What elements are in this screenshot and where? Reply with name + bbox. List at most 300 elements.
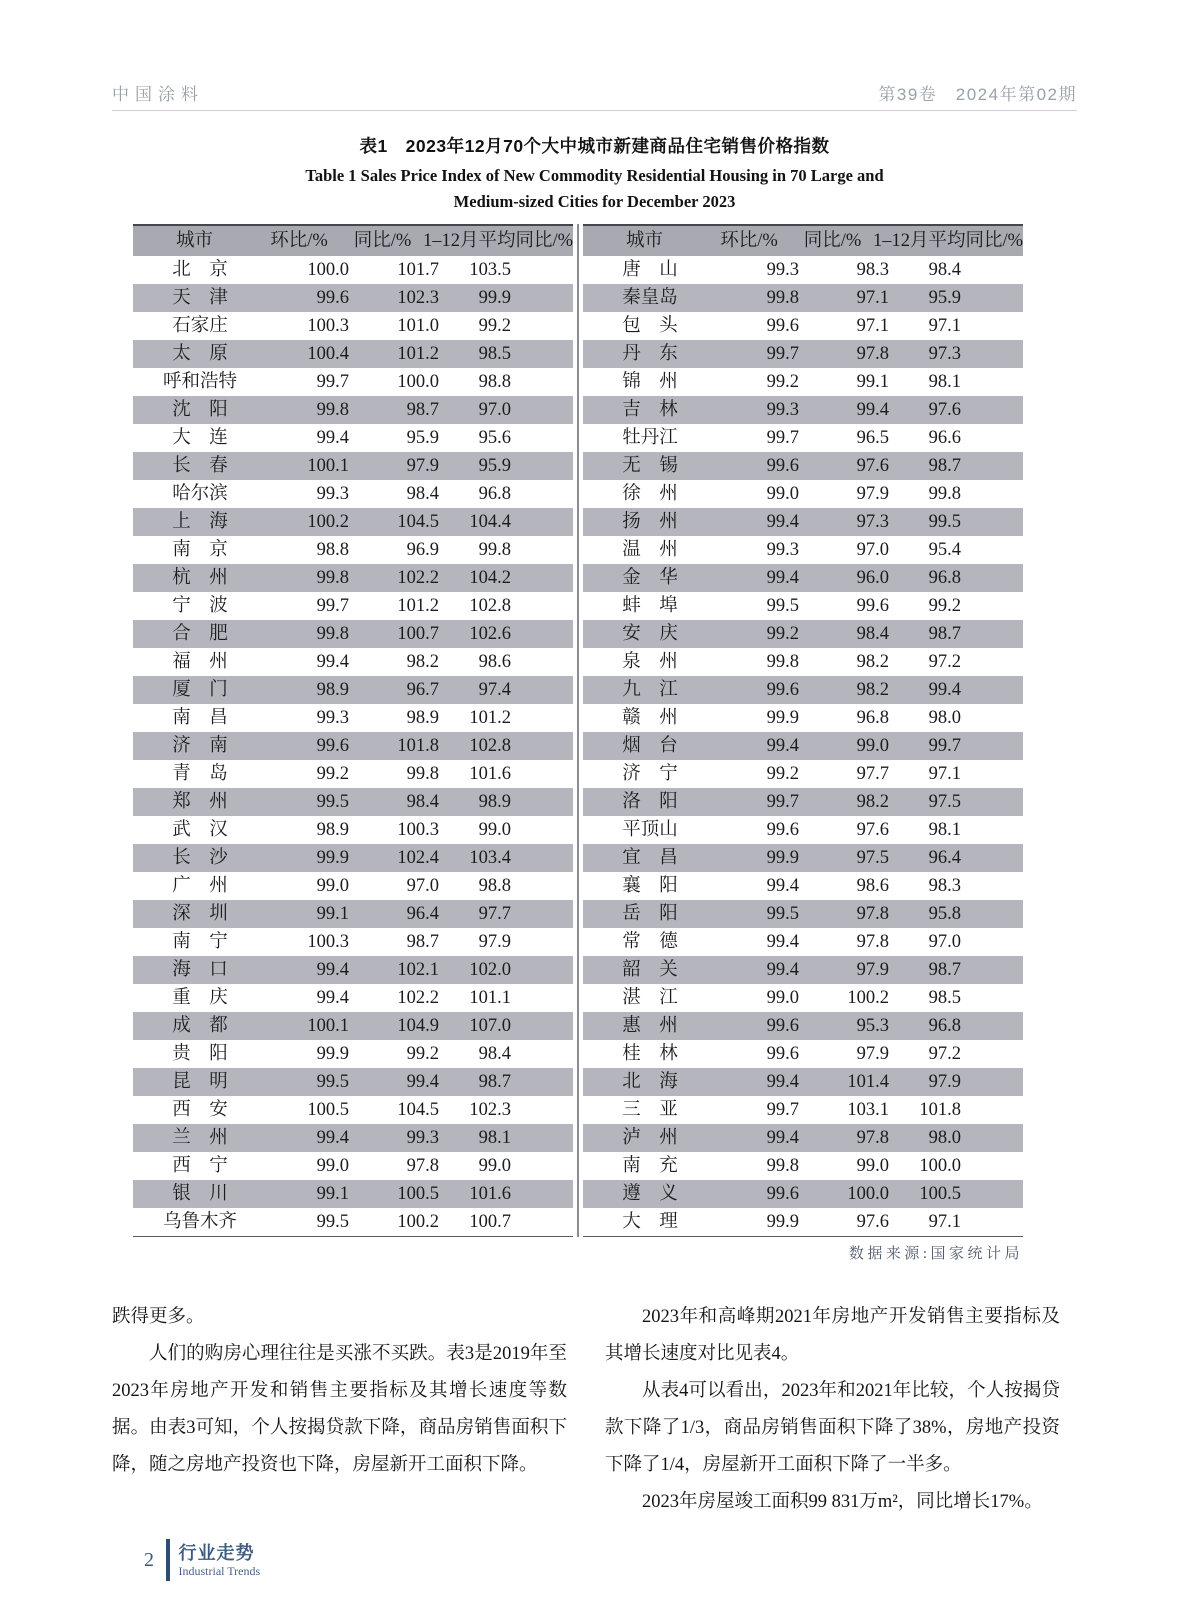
mom-cell: 99.3 bbox=[316, 484, 349, 504]
avg-yoy-cell: 97.1 bbox=[928, 316, 961, 336]
table-row bbox=[583, 452, 1023, 480]
table-row bbox=[583, 676, 1023, 704]
city-cell: 南 京 bbox=[172, 540, 228, 560]
mom-cell: 99.6 bbox=[316, 288, 349, 308]
avg-yoy-cell: 98.9 bbox=[478, 792, 511, 812]
mom-cell: 99.2 bbox=[766, 624, 799, 644]
city-cell: 昆 明 bbox=[172, 1072, 228, 1092]
table-row bbox=[133, 508, 573, 536]
avg-yoy-cell: 97.1 bbox=[928, 764, 961, 784]
city-cell: 广 州 bbox=[172, 876, 228, 896]
city-cell: 吉 林 bbox=[622, 400, 678, 420]
yoy-cell: 98.6 bbox=[856, 876, 889, 896]
avg-yoy-cell: 99.0 bbox=[478, 1156, 511, 1176]
city-cell: 包 头 bbox=[622, 316, 678, 336]
city-cell: 烟 台 bbox=[622, 736, 678, 756]
city-cell: 深 圳 bbox=[172, 904, 228, 924]
mom-cell: 99.9 bbox=[766, 848, 799, 868]
mom-cell: 99.6 bbox=[766, 1044, 799, 1064]
avg-yoy-cell: 98.1 bbox=[928, 372, 961, 392]
city-cell: 蚌 埠 bbox=[622, 596, 678, 616]
avg-yoy-cell: 98.7 bbox=[478, 1072, 511, 1092]
city-cell: 洛 阳 bbox=[622, 792, 678, 812]
yoy-cell: 96.0 bbox=[856, 568, 889, 588]
yoy-cell: 95.9 bbox=[406, 428, 439, 448]
table-row bbox=[583, 760, 1023, 788]
yoy-cell: 102.4 bbox=[397, 848, 439, 868]
table-row bbox=[583, 844, 1023, 872]
table-row bbox=[133, 1012, 573, 1040]
column-header: 同比/% bbox=[803, 231, 862, 251]
table-row bbox=[133, 424, 573, 452]
avg-yoy-cell: 96.8 bbox=[478, 484, 511, 504]
section-title-cn: 行业走势 bbox=[178, 1542, 255, 1563]
table-row bbox=[583, 648, 1023, 676]
paragraph: 2023年房屋竣工面积99 831万m²，同比增长17%。 bbox=[642, 1492, 1043, 1512]
avg-yoy-cell: 102.8 bbox=[469, 596, 511, 616]
table-row bbox=[133, 872, 573, 900]
mom-cell: 99.0 bbox=[316, 876, 349, 896]
table-row bbox=[133, 312, 573, 340]
mom-cell: 99.0 bbox=[766, 484, 799, 504]
mom-cell: 100.1 bbox=[307, 456, 349, 476]
city-cell: 西 宁 bbox=[172, 1156, 228, 1176]
column-header: 城市 bbox=[175, 231, 213, 251]
table-row bbox=[133, 1208, 573, 1236]
avg-yoy-cell: 101.8 bbox=[919, 1100, 961, 1120]
mom-cell: 99.3 bbox=[766, 400, 799, 420]
mom-cell: 100.3 bbox=[307, 932, 349, 952]
yoy-cell: 98.2 bbox=[856, 652, 889, 672]
avg-yoy-cell: 95.9 bbox=[928, 288, 961, 308]
yoy-cell: 98.9 bbox=[406, 708, 439, 728]
avg-yoy-cell: 98.6 bbox=[478, 652, 511, 672]
mom-cell: 99.9 bbox=[316, 848, 349, 868]
table-title-en-line1: Table 1 Sales Price Index of New Commodity Residential Housing in 70 Large and bbox=[305, 166, 884, 185]
city-cell: 丹 东 bbox=[622, 344, 678, 364]
mom-cell: 99.1 bbox=[316, 1184, 349, 1204]
avg-yoy-cell: 100.7 bbox=[469, 1212, 511, 1232]
yoy-cell: 100.7 bbox=[397, 624, 439, 644]
table-row bbox=[133, 452, 573, 480]
mom-cell: 99.5 bbox=[316, 792, 349, 812]
avg-yoy-cell: 101.6 bbox=[469, 1184, 511, 1204]
city-cell: 唐 山 bbox=[622, 260, 678, 280]
city-cell: 成 都 bbox=[172, 1016, 228, 1036]
city-cell: 大 连 bbox=[172, 428, 228, 448]
avg-yoy-cell: 98.7 bbox=[928, 624, 961, 644]
yoy-cell: 97.8 bbox=[856, 1128, 889, 1148]
city-cell: 金 华 bbox=[622, 568, 678, 588]
avg-yoy-cell: 99.5 bbox=[928, 512, 961, 532]
mom-cell: 99.6 bbox=[766, 820, 799, 840]
yoy-cell: 97.9 bbox=[856, 960, 889, 980]
yoy-cell: 97.9 bbox=[856, 484, 889, 504]
yoy-cell: 96.9 bbox=[406, 540, 439, 560]
yoy-cell: 97.6 bbox=[856, 456, 889, 476]
avg-yoy-cell: 98.5 bbox=[928, 988, 961, 1008]
mom-cell: 100.2 bbox=[307, 512, 349, 532]
avg-yoy-cell: 98.3 bbox=[928, 876, 961, 896]
avg-yoy-cell: 98.8 bbox=[478, 372, 511, 392]
table-row bbox=[583, 256, 1023, 284]
mom-cell: 99.0 bbox=[766, 988, 799, 1008]
mom-cell: 99.4 bbox=[316, 960, 349, 980]
table-row bbox=[583, 424, 1023, 452]
table-row bbox=[583, 1068, 1023, 1096]
city-cell: 无 锡 bbox=[622, 456, 678, 476]
city-cell: 长 沙 bbox=[172, 848, 228, 868]
avg-yoy-cell: 95.4 bbox=[928, 540, 961, 560]
city-cell: 天 津 bbox=[172, 288, 228, 308]
mom-cell: 99.0 bbox=[316, 1156, 349, 1176]
yoy-cell: 102.2 bbox=[397, 988, 439, 1008]
table-row bbox=[583, 592, 1023, 620]
page-number: 2 bbox=[144, 1548, 154, 1571]
table-row bbox=[583, 480, 1023, 508]
avg-yoy-cell: 100.0 bbox=[919, 1156, 961, 1176]
yoy-cell: 98.4 bbox=[856, 624, 889, 644]
avg-yoy-cell: 98.7 bbox=[928, 456, 961, 476]
city-cell: 合 肥 bbox=[172, 624, 228, 644]
mom-cell: 99.4 bbox=[766, 568, 799, 588]
city-cell: 惠 州 bbox=[622, 1016, 678, 1036]
mom-cell: 99.4 bbox=[316, 988, 349, 1008]
table-row bbox=[583, 956, 1023, 984]
mom-cell: 99.8 bbox=[766, 652, 799, 672]
mom-cell: 99.6 bbox=[766, 456, 799, 476]
city-cell: 平顶山 bbox=[622, 820, 678, 840]
table-row bbox=[583, 704, 1023, 732]
table-row bbox=[583, 1096, 1023, 1124]
mom-cell: 99.7 bbox=[766, 1100, 799, 1120]
table-row bbox=[133, 956, 573, 984]
yoy-cell: 97.1 bbox=[856, 288, 889, 308]
yoy-cell: 99.1 bbox=[856, 372, 889, 392]
yoy-cell: 96.8 bbox=[856, 708, 889, 728]
mom-cell: 99.8 bbox=[316, 568, 349, 588]
yoy-cell: 96.5 bbox=[856, 428, 889, 448]
data-source-note: 数据来源:国家统计局 bbox=[848, 1246, 1023, 1262]
table-row bbox=[133, 1068, 573, 1096]
table-row bbox=[133, 480, 573, 508]
city-cell: 赣 州 bbox=[622, 708, 678, 728]
city-cell: 泉 州 bbox=[622, 652, 678, 672]
table-row bbox=[583, 396, 1023, 424]
mom-cell: 99.4 bbox=[766, 1072, 799, 1092]
table-row bbox=[133, 1124, 573, 1152]
table-row bbox=[133, 732, 573, 760]
yoy-cell: 102.2 bbox=[397, 568, 439, 588]
yoy-cell: 101.0 bbox=[397, 316, 439, 336]
yoy-cell: 97.6 bbox=[856, 1212, 889, 1232]
avg-yoy-cell: 99.9 bbox=[478, 288, 511, 308]
table-row bbox=[583, 984, 1023, 1012]
table-row bbox=[583, 1152, 1023, 1180]
yoy-cell: 101.8 bbox=[397, 736, 439, 756]
mom-cell: 99.3 bbox=[766, 540, 799, 560]
avg-yoy-cell: 101.1 bbox=[469, 988, 511, 1008]
table-row bbox=[583, 536, 1023, 564]
table-row bbox=[583, 1124, 1023, 1152]
table-row bbox=[133, 564, 573, 592]
mom-cell: 99.4 bbox=[316, 1128, 349, 1148]
yoy-cell: 100.0 bbox=[847, 1184, 889, 1204]
avg-yoy-cell: 103.4 bbox=[469, 848, 511, 868]
city-cell: 青 岛 bbox=[172, 764, 228, 784]
city-cell: 南 充 bbox=[622, 1156, 678, 1176]
mom-cell: 99.8 bbox=[766, 288, 799, 308]
avg-yoy-cell: 99.2 bbox=[928, 596, 961, 616]
table-row bbox=[133, 536, 573, 564]
mom-cell: 99.4 bbox=[766, 876, 799, 896]
table-right-half bbox=[583, 224, 1023, 1237]
city-cell: 宜 昌 bbox=[622, 848, 678, 868]
mom-cell: 99.4 bbox=[766, 960, 799, 980]
city-cell: 韶 关 bbox=[622, 960, 678, 980]
footer-section bbox=[179, 1542, 261, 1579]
city-cell: 重 庆 bbox=[172, 988, 228, 1008]
yoy-cell: 96.7 bbox=[406, 680, 439, 700]
avg-yoy-cell: 102.6 bbox=[469, 624, 511, 644]
table-row bbox=[583, 1012, 1023, 1040]
table-row bbox=[583, 284, 1023, 312]
mom-cell: 99.8 bbox=[316, 400, 349, 420]
yoy-cell: 98.2 bbox=[856, 792, 889, 812]
avg-yoy-cell: 96.4 bbox=[928, 848, 961, 868]
avg-yoy-cell: 97.9 bbox=[928, 1072, 961, 1092]
table-row bbox=[133, 1180, 573, 1208]
mom-cell: 100.5 bbox=[307, 1100, 349, 1120]
yoy-cell: 98.7 bbox=[406, 932, 439, 952]
avg-yoy-cell: 98.5 bbox=[478, 344, 511, 364]
yoy-cell: 100.2 bbox=[847, 988, 889, 1008]
avg-yoy-cell: 102.8 bbox=[469, 736, 511, 756]
mom-cell: 100.4 bbox=[307, 344, 349, 364]
table-row bbox=[133, 340, 573, 368]
table-header-row bbox=[133, 226, 573, 256]
yoy-cell: 104.5 bbox=[397, 1100, 439, 1120]
table-row bbox=[583, 872, 1023, 900]
mom-cell: 99.4 bbox=[316, 428, 349, 448]
yoy-cell: 104.9 bbox=[397, 1016, 439, 1036]
city-cell: 锦 州 bbox=[622, 372, 678, 392]
table-row bbox=[583, 368, 1023, 396]
avg-yoy-cell: 99.7 bbox=[928, 736, 961, 756]
mom-cell: 100.1 bbox=[307, 1016, 349, 1036]
mom-cell: 99.7 bbox=[766, 792, 799, 812]
avg-yoy-cell: 98.0 bbox=[928, 708, 961, 728]
table-row bbox=[133, 620, 573, 648]
yoy-cell: 101.2 bbox=[397, 344, 439, 364]
avg-yoy-cell: 97.3 bbox=[928, 344, 961, 364]
city-cell: 三 亚 bbox=[622, 1100, 678, 1120]
table-row bbox=[133, 1152, 573, 1180]
city-cell: 哈尔滨 bbox=[172, 484, 228, 504]
city-cell: 上 海 bbox=[172, 512, 228, 532]
yoy-cell: 99.0 bbox=[856, 1156, 889, 1176]
mom-cell: 99.4 bbox=[766, 1128, 799, 1148]
table-row bbox=[133, 368, 573, 396]
city-cell: 北 海 bbox=[622, 1072, 678, 1092]
city-cell: 海 口 bbox=[172, 960, 228, 980]
city-cell: 乌鲁木齐 bbox=[162, 1212, 237, 1232]
city-cell: 大 理 bbox=[622, 1212, 678, 1232]
avg-yoy-cell: 98.8 bbox=[478, 876, 511, 896]
yoy-cell: 100.3 bbox=[397, 820, 439, 840]
table-row bbox=[583, 620, 1023, 648]
mom-cell: 99.7 bbox=[766, 428, 799, 448]
mom-cell: 99.9 bbox=[766, 708, 799, 728]
avg-yoy-cell: 99.8 bbox=[928, 484, 961, 504]
yoy-cell: 97.7 bbox=[856, 764, 889, 784]
issue-info: 第39卷 2024年第02期 bbox=[878, 85, 1077, 104]
avg-yoy-cell: 98.1 bbox=[478, 1128, 511, 1148]
city-cell: 兰 州 bbox=[172, 1128, 228, 1148]
price-index-table bbox=[133, 224, 1023, 1265]
yoy-cell: 99.2 bbox=[406, 1044, 439, 1064]
mom-cell: 99.4 bbox=[766, 736, 799, 756]
paragraph: 从表4可以看出，2023年和2021年比较，个人按揭贷款下降了1/3，商品房销售面积下降了38%，房地产投资下降了1/4，房屋新开工面积下降了一半多。 bbox=[605, 1381, 1060, 1475]
avg-yoy-cell: 98.0 bbox=[928, 1128, 961, 1148]
table-row bbox=[133, 676, 573, 704]
avg-yoy-cell: 98.4 bbox=[928, 260, 961, 280]
avg-yoy-cell: 97.0 bbox=[928, 932, 961, 952]
table-row bbox=[133, 788, 573, 816]
yoy-cell: 99.4 bbox=[406, 1072, 439, 1092]
table-row bbox=[133, 396, 573, 424]
avg-yoy-cell: 99.0 bbox=[478, 820, 511, 840]
yoy-cell: 97.0 bbox=[856, 540, 889, 560]
city-cell: 岳 阳 bbox=[622, 904, 678, 924]
footer-divider-bar bbox=[166, 1539, 170, 1581]
column-header: 1–12月平均同比/% bbox=[872, 231, 1023, 251]
table-title-cn: 表1 2023年12月70个大中城市新建商品住宅销售价格指数 bbox=[359, 136, 830, 156]
city-cell: 桂 林 bbox=[622, 1044, 678, 1064]
avg-yoy-cell: 97.5 bbox=[928, 792, 961, 812]
body-left-column bbox=[112, 1299, 567, 1521]
city-cell: 银 川 bbox=[172, 1184, 228, 1204]
avg-yoy-cell: 100.5 bbox=[919, 1184, 961, 1204]
city-cell: 西 安 bbox=[172, 1100, 228, 1120]
table-title-en-line2: Medium-sized Cities for December 2023 bbox=[453, 192, 736, 211]
yoy-cell: 97.9 bbox=[856, 1044, 889, 1064]
table-row bbox=[583, 900, 1023, 928]
running-head bbox=[112, 80, 1077, 102]
body-text bbox=[112, 1299, 1077, 1521]
mom-cell: 99.2 bbox=[766, 764, 799, 784]
table-row bbox=[583, 732, 1023, 760]
avg-yoy-cell: 107.0 bbox=[469, 1016, 511, 1036]
avg-yoy-cell: 99.4 bbox=[928, 680, 961, 700]
avg-yoy-cell: 99.2 bbox=[478, 316, 511, 336]
city-cell: 杭 州 bbox=[172, 568, 228, 588]
paragraph: 2023年和高峰期2021年房地产开发销售主要指标及其增长速度对比见表4。 bbox=[605, 1307, 1060, 1364]
city-cell: 济 宁 bbox=[622, 764, 678, 784]
avg-yoy-cell: 101.2 bbox=[469, 708, 511, 728]
table-row bbox=[583, 340, 1023, 368]
yoy-cell: 98.3 bbox=[856, 260, 889, 280]
mom-cell: 99.7 bbox=[316, 596, 349, 616]
city-cell: 牡丹江 bbox=[622, 428, 678, 448]
yoy-cell: 98.2 bbox=[856, 680, 889, 700]
table-row bbox=[583, 1040, 1023, 1068]
yoy-cell: 101.7 bbox=[397, 260, 439, 280]
yoy-cell: 98.4 bbox=[406, 484, 439, 504]
table-center-divider bbox=[573, 224, 583, 1237]
yoy-cell: 99.8 bbox=[406, 764, 439, 784]
table-row bbox=[133, 704, 573, 732]
city-cell: 沈 阳 bbox=[172, 400, 228, 420]
avg-yoy-cell: 95.6 bbox=[478, 428, 511, 448]
city-cell: 石家庄 bbox=[172, 316, 228, 336]
avg-yoy-cell: 101.6 bbox=[469, 764, 511, 784]
table-row bbox=[583, 816, 1023, 844]
yoy-cell: 98.7 bbox=[406, 400, 439, 420]
journal-name: 中国涂料 bbox=[112, 85, 204, 104]
table-row bbox=[133, 256, 573, 284]
yoy-cell: 101.4 bbox=[847, 1072, 889, 1092]
mom-cell: 98.9 bbox=[316, 820, 349, 840]
avg-yoy-cell: 98.7 bbox=[928, 960, 961, 980]
avg-yoy-cell: 96.8 bbox=[928, 1016, 961, 1036]
table-row bbox=[583, 788, 1023, 816]
yoy-cell: 97.0 bbox=[406, 876, 439, 896]
mom-cell: 99.4 bbox=[766, 512, 799, 532]
yoy-cell: 99.6 bbox=[856, 596, 889, 616]
avg-yoy-cell: 97.2 bbox=[928, 1044, 961, 1064]
table-row bbox=[133, 844, 573, 872]
city-cell: 徐 州 bbox=[622, 484, 678, 504]
yoy-cell: 97.8 bbox=[406, 1156, 439, 1176]
yoy-cell: 103.1 bbox=[847, 1100, 889, 1120]
column-header: 环比/% bbox=[720, 231, 778, 251]
avg-yoy-cell: 97.2 bbox=[928, 652, 961, 672]
column-header: 同比/% bbox=[353, 231, 412, 251]
avg-yoy-cell: 97.4 bbox=[478, 680, 511, 700]
yoy-cell: 97.1 bbox=[856, 316, 889, 336]
city-cell: 贵 阳 bbox=[172, 1044, 228, 1064]
mom-cell: 99.1 bbox=[316, 904, 349, 924]
city-cell: 北 京 bbox=[172, 260, 228, 280]
mom-cell: 99.8 bbox=[316, 624, 349, 644]
mom-cell: 99.4 bbox=[316, 652, 349, 672]
city-cell: 南 昌 bbox=[172, 708, 228, 728]
table-row bbox=[133, 760, 573, 788]
table-title-en bbox=[112, 163, 1077, 215]
city-cell: 常 德 bbox=[622, 932, 678, 952]
paragraph: 人们的购房心理往往是买涨不买跌。表3是2019年至2023年房地产开发和销售主要指标及其增长速度等数据。由表3可知，个人按揭贷款下降，商品房销售面积下降，随之房地产投资也下降，房屋新开工面积下降。 bbox=[112, 1344, 567, 1475]
yoy-cell: 101.2 bbox=[397, 596, 439, 616]
yoy-cell: 97.8 bbox=[856, 344, 889, 364]
city-cell: 秦皇岛 bbox=[622, 288, 678, 308]
avg-yoy-cell: 96.6 bbox=[928, 428, 961, 448]
avg-yoy-cell: 96.8 bbox=[928, 568, 961, 588]
yoy-cell: 102.1 bbox=[397, 960, 439, 980]
mom-cell: 100.3 bbox=[307, 316, 349, 336]
mom-cell: 99.6 bbox=[766, 1016, 799, 1036]
yoy-cell: 100.2 bbox=[397, 1212, 439, 1232]
city-cell: 南 宁 bbox=[172, 932, 228, 952]
table-row bbox=[583, 564, 1023, 592]
city-cell: 襄 阳 bbox=[622, 876, 678, 896]
city-cell: 济 南 bbox=[172, 736, 228, 756]
city-cell: 太 原 bbox=[172, 344, 228, 364]
yoy-cell: 100.5 bbox=[397, 1184, 439, 1204]
column-header: 1–12月平均同比/% bbox=[422, 231, 573, 251]
avg-yoy-cell: 102.0 bbox=[469, 960, 511, 980]
yoy-cell: 97.8 bbox=[856, 932, 889, 952]
